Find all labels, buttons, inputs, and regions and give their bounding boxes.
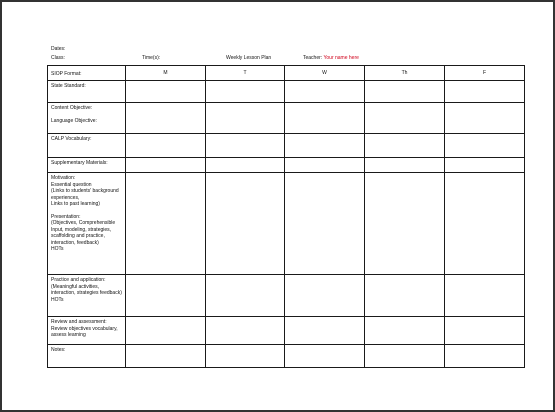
cell-review-t[interactable]	[206, 317, 285, 345]
cell-review-th[interactable]	[365, 317, 445, 345]
lesson-plan-table	[47, 65, 525, 368]
cell-supplementary-th[interactable]	[365, 158, 445, 173]
class-label: Class:	[51, 55, 65, 61]
motivation-line-3: experiences,	[51, 194, 80, 201]
cell-calp-m[interactable]	[126, 134, 206, 158]
practice-title: Practice and application:	[51, 277, 106, 283]
notes-label: Notes:	[48, 345, 126, 368]
teacher-value: Your name here	[323, 55, 359, 61]
cell-objectives-t[interactable]	[206, 103, 285, 134]
cell-practice-f[interactable]	[445, 275, 525, 317]
row-motivation-presentation	[48, 173, 525, 275]
calp-vocabulary-label: CALP Vocabulary:	[48, 134, 126, 158]
cell-calp-f[interactable]	[445, 134, 525, 158]
cell-state-standard-t[interactable]	[206, 81, 285, 103]
cell-review-m[interactable]	[126, 317, 206, 345]
cell-notes-t[interactable]	[206, 345, 285, 368]
day-thursday: Th	[365, 66, 445, 81]
cell-notes-th[interactable]	[365, 345, 445, 368]
cell-notes-m[interactable]	[126, 345, 206, 368]
review-assessment-label	[48, 317, 126, 345]
cell-practice-t[interactable]	[206, 275, 285, 317]
presentation-title: Presentation:	[51, 213, 81, 220]
cell-motivation-f[interactable]	[445, 173, 525, 275]
teacher-label: Teacher:	[303, 55, 323, 61]
cell-supplementary-w[interactable]	[285, 158, 365, 173]
row-objectives	[48, 103, 525, 134]
teacher-field	[303, 55, 359, 61]
times-label: Time(s):	[142, 55, 161, 61]
cell-state-standard-f[interactable]	[445, 81, 525, 103]
cell-objectives-w[interactable]	[285, 103, 365, 134]
cell-state-standard-m[interactable]	[126, 81, 206, 103]
row-review-assessment	[48, 317, 525, 345]
cell-state-standard-w[interactable]	[285, 81, 365, 103]
cell-supplementary-f[interactable]	[445, 158, 525, 173]
objectives-label	[48, 103, 126, 134]
cell-objectives-th[interactable]	[365, 103, 445, 134]
cell-motivation-t[interactable]	[206, 173, 285, 275]
day-monday: M	[126, 66, 206, 81]
cell-motivation-th[interactable]	[365, 173, 445, 275]
plan-title: Weekly Lesson Plan	[226, 55, 272, 61]
review-line-2: assess learning	[51, 332, 86, 338]
presentation-line-5: HOTs	[51, 246, 64, 252]
row-supplementary-materials	[48, 158, 525, 173]
cell-objectives-f[interactable]	[445, 103, 525, 134]
row-state-standard	[48, 81, 525, 103]
days-header-row	[48, 66, 525, 81]
practice-line-3: HOTs	[51, 296, 64, 303]
review-title: Review and assessment:	[51, 319, 107, 325]
content-objective-label: Content Objective:	[51, 105, 93, 111]
cell-motivation-m[interactable]	[126, 173, 206, 275]
cell-practice-m[interactable]	[126, 275, 206, 317]
motivation-presentation-label	[48, 173, 126, 275]
cell-practice-w[interactable]	[285, 275, 365, 317]
cell-supplementary-m[interactable]	[126, 158, 206, 173]
siop-format-label: SIOP Format:	[48, 66, 126, 81]
practice-line-1: (Meaningful activities,	[51, 283, 100, 290]
row-notes	[48, 345, 525, 368]
presentation-line-2: Input, modeling, strategies,	[51, 226, 112, 233]
presentation-line-1: (Objectives, Comprehensible	[51, 220, 116, 226]
state-standard-label: State Standard:	[48, 81, 126, 103]
cell-motivation-w[interactable]	[285, 173, 365, 275]
cell-calp-w[interactable]	[285, 134, 365, 158]
motivation-line-4: Links to past learning)	[51, 201, 100, 207]
cell-supplementary-t[interactable]	[206, 158, 285, 173]
motivation-title: Motivation:	[51, 175, 76, 181]
supplementary-materials-label: Supplementary Materials:	[48, 158, 126, 173]
day-tuesday: T	[206, 66, 285, 81]
cell-practice-th[interactable]	[365, 275, 445, 317]
cell-review-f[interactable]	[445, 317, 525, 345]
cell-calp-th[interactable]	[365, 134, 445, 158]
row-calp-vocabulary	[48, 134, 525, 158]
practice-application-label	[48, 275, 126, 317]
day-wednesday: W	[285, 66, 365, 81]
presentation-line-3: scaffolding and practice,	[51, 233, 105, 239]
row-practice-application	[48, 275, 525, 317]
cell-review-w[interactable]	[285, 317, 365, 345]
review-line-1: Review objectives vocabulary,	[51, 325, 118, 332]
cell-state-standard-th[interactable]	[365, 81, 445, 103]
day-friday: F	[445, 66, 525, 81]
cell-notes-w[interactable]	[285, 345, 365, 368]
presentation-line-4: interaction, feedback)	[51, 239, 99, 246]
cell-notes-f[interactable]	[445, 345, 525, 368]
dates-label: Dates:	[51, 46, 66, 52]
language-objective-label: Language Objective:	[51, 117, 97, 124]
cell-calp-t[interactable]	[206, 134, 285, 158]
practice-line-2: interaction, strategies feedback)	[51, 290, 122, 296]
motivation-line-1: Essential question	[51, 181, 92, 188]
motivation-line-2: (Links to students' background	[51, 188, 119, 194]
cell-objectives-m[interactable]	[126, 103, 206, 134]
